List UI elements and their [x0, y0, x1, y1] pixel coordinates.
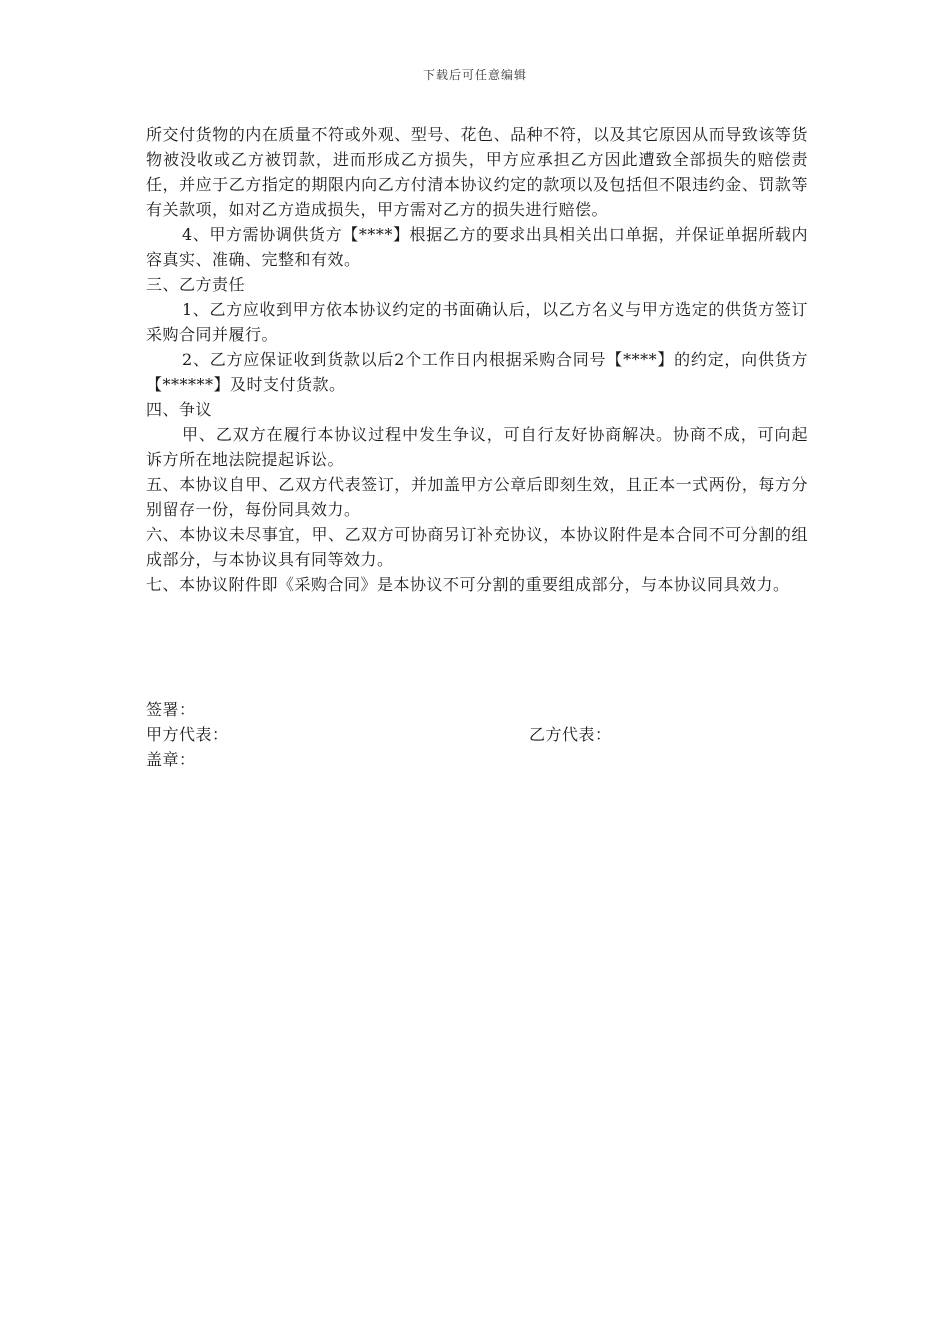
section-attachment-clause: 七、本协议附件即《采购合同》是本协议不可分割的重要组成部分，与本协议同具效力。	[146, 575, 790, 594]
party-a-representative-label: 甲方代表：	[146, 725, 229, 744]
paragraph-disputes: 甲、乙双方在履行本协议过程中发生争议，可自行友好协商解决。协商不成，可向起诉方所在地法院提起诉讼。	[146, 425, 808, 469]
paragraph-party-b-clause-2: 2、乙方应保证收到货款以后2个工作日内根据采购合同号【****】的约定，向供货方【******】及时支付货款。	[146, 350, 808, 394]
seal-label: 盖章：	[146, 750, 196, 769]
section-supplementary-clause: 六、本协议未尽事宜，甲、乙双方可协商另订补充协议，本协议附件是本合同不可分割的组成部分，与本协议具有同等效力。	[146, 525, 808, 569]
paragraph-clause-4: 4、甲方需协调供货方【****】根据乙方的要求出具相关出口单据，并保证单据所载内容真实、准确、完整和有效。	[146, 225, 808, 269]
section-heading-disputes: 四、争议	[146, 400, 213, 419]
party-b-representative-label: 乙方代表：	[529, 725, 612, 744]
paragraph-liability-continued: 所交付货物的内在质量不符或外观、型号、花色、品种不符，以及其它原因从而导致该等货物被没收或乙方被罚款，进而形成乙方损失，甲方应承担乙方因此遭致全部损失的赔偿责任，并应于乙方指定的期限内向乙方付清本协议约定的款项以及包括但不限违约金、罚款等有关款项，如对乙方造成损失，甲方需对乙方的损失进行赔偿。	[146, 125, 808, 219]
signature-representatives-row	[146, 722, 808, 747]
document-body	[146, 122, 808, 597]
signature-label: 签署：	[146, 700, 196, 719]
page-header-note: 下载后可任意编辑	[422, 68, 527, 82]
signature-block	[146, 697, 808, 772]
paragraph-party-b-clause-1: 1、乙方应收到甲方依本协议约定的书面确认后，以乙方名义与甲方选定的供货方签订采购合同并履行。	[146, 300, 808, 344]
section-heading-party-b-duties: 三、乙方责任	[146, 275, 246, 294]
section-effective-clause: 五、本协议自甲、乙双方代表签订，并加盖甲方公章后即刻生效，且正本一式两份，每方分别留存一份，每份同具效力。	[146, 475, 808, 519]
